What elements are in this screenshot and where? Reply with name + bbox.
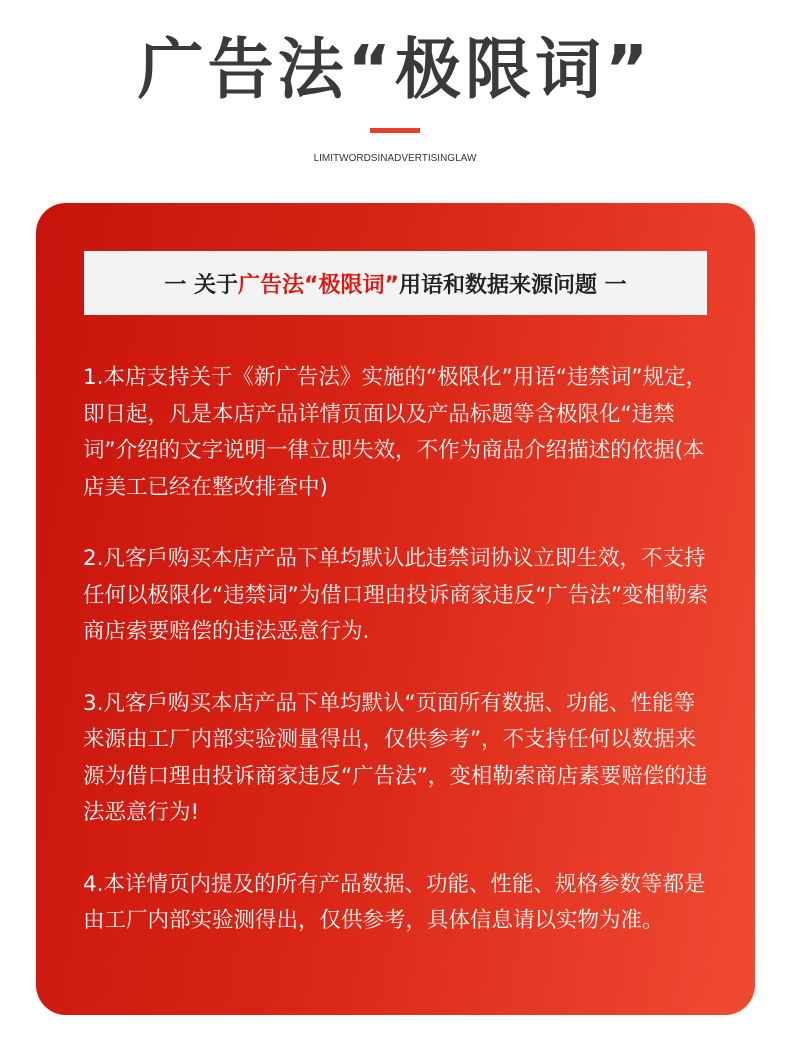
heading-prefix: 一 关于 — [164, 272, 239, 298]
notice-paragraph-1: 1.本店支持关于《新广告法》实施的“极限化”用语“违禁词”规定，即日起，凡是本店产品详情页面以及产品标题等含极限化“违禁词”介绍的文字说明一律立即失效，不作为商品介绍描述的依据(本店美工已经在整改排查中) — [83, 365, 708, 500]
notice-paragraph-2: 2.凡客戶购买本店产品下单均默认此违禁词协议立即生效，不支持任何以极限化“违禁词”为借口理由投诉商家违反“广告法”变相勒索商店索要赔偿的违法恶意行为. — [83, 546, 709, 644]
heading-suffix: 用语和数据来源问题 一 — [398, 272, 627, 298]
notice-heading — [84, 251, 707, 315]
page-subtitle: LIMITWORDSINADVERTISINGLAW — [313, 153, 477, 164]
heading-highlight: 广告法“极限词” — [238, 272, 399, 298]
notice-paragraph-4: 4.本详情页内提及的所有产品数据、功能、性能、规格参数等都是由工厂内部实验测得出，仅供参考，具体信息请以实物为准。 — [83, 871, 706, 933]
page-title: 广告法“极限词” — [137, 31, 653, 108]
notice-card — [36, 203, 755, 1015]
notice-paragraphs — [83, 360, 711, 975]
title-accent-bar — [370, 128, 420, 133]
notice-paragraph-3: 3.凡客戶购买本店产品下单均默认“页面所有数据、功能、性能等来源由工厂内部实验测量得出，仅供参考”，不支持任何以数据来源为借口理由投诉商家违反“广告法”，变相勒索商店素要赔偿的违法恶意行为! — [83, 690, 708, 825]
